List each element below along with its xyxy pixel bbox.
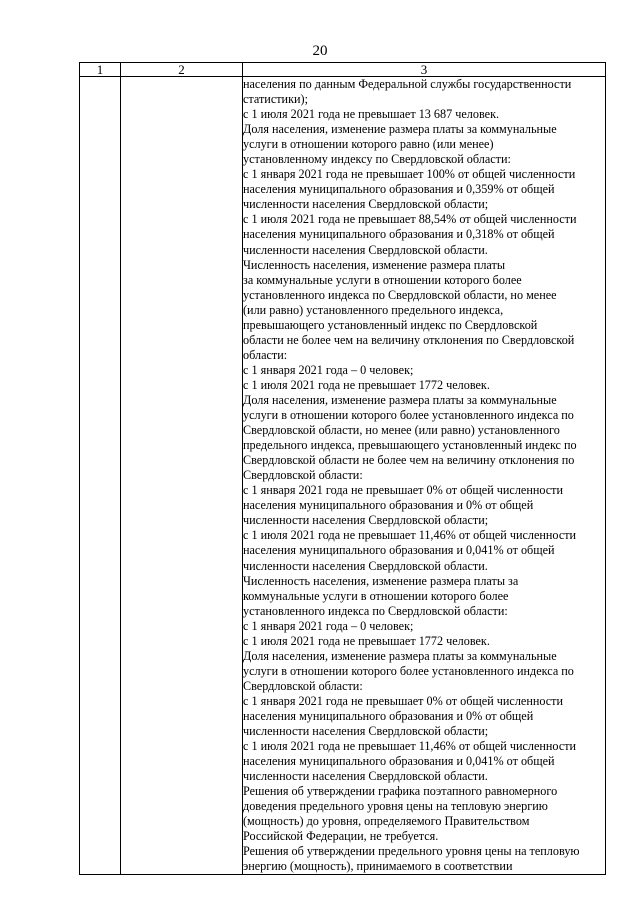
text-line: с 1 июля 2021 года не превышает 1772 человек. — [243, 633, 490, 648]
text-line: населения муниципального образования и 0,318% от общей — [243, 227, 555, 242]
text-line: с 1 июля 2021 года не превышает 11,46% от общей численности — [243, 528, 577, 543]
table-cell-col3 — [243, 77, 606, 875]
text-line: Доля населения, изменение размера платы за коммунальные — [243, 122, 557, 137]
text-line: населения муниципального образования и 0,359% от общей — [243, 182, 555, 197]
cell-text — [243, 77, 605, 874]
text-line: области: — [243, 347, 288, 362]
text-line: с 1 июля 2021 года не превышает 1772 человек. — [243, 377, 490, 392]
text-line: с 1 января 2021 года не превышает 0% от общей численности — [243, 483, 564, 498]
page-number: 20 — [312, 43, 328, 59]
text-line: Свердловской области: — [243, 468, 363, 483]
text-line: с 1 июля 2021 года не превышает 11,46% от общей численности — [243, 739, 577, 754]
text-line: с 1 июля 2021 года не превышает 88,54% от общей численности — [243, 212, 577, 227]
text-line: установленному индексу по Свердловской области: — [243, 152, 511, 167]
text-line: статистики); — [243, 92, 308, 107]
text-line: с 1 июля 2021 года не превышает 13 687 человек. — [243, 107, 500, 122]
text-line: Численность населения, изменение размера платы за — [243, 573, 519, 588]
text-line: за коммунальные услуги в отношении которого более — [243, 272, 522, 287]
text-line: численности населения Свердловской области; — [243, 513, 489, 528]
text-line: населения муниципального образования и 0% от общей — [243, 708, 534, 723]
text-line: численности населения Свердловской области; — [243, 197, 489, 212]
text-line: Российской Федерации, не требуется. — [243, 829, 439, 844]
text-line: численности населения Свердловской области. — [243, 242, 488, 257]
text-line: населения муниципального образования и 0% от общей — [243, 498, 534, 513]
text-line: населения муниципального образования и 0,041% от общей — [243, 543, 555, 558]
text-line: услуги в отношении которого равно (или менее) — [243, 137, 494, 152]
text-line: услуги в отношении которого более установленного индекса по — [243, 663, 574, 678]
text-line: с 1 января 2021 года – 0 человек; — [243, 362, 414, 377]
text-line: доведения предельного уровня цены на тепловую энергию — [243, 799, 548, 814]
text-line: области не более чем на величину отклонения по Свердловской — [243, 332, 575, 347]
table-cell-col1 — [80, 77, 121, 875]
text-line: установленного индекса по Свердловской области: — [243, 603, 508, 618]
text-line: услуги в отношении которого более установленного индекса по — [243, 408, 574, 423]
text-line: Решения об утверждении графика поэтапного равномерного — [243, 784, 558, 799]
text-line: Численность населения, изменение размера платы — [243, 257, 506, 272]
text-line: Решения об утверждении предельного уровня цены на тепловую — [243, 844, 580, 859]
text-line: с 1 января 2021 года не превышает 100% от общей численности — [243, 167, 576, 182]
text-line: с 1 января 2021 года не превышает 0% от общей численности — [243, 693, 564, 708]
text-line: (мощность) до уровня, определяемого Правительством — [243, 814, 530, 829]
text-line: установленного индекса по Свердловской области, но менее — [243, 287, 557, 302]
text-line: Свердловской области не более чем на величину отклонения по — [243, 453, 575, 468]
text-line: с 1 января 2021 года – 0 человек; — [243, 618, 414, 633]
table-header-row — [80, 63, 606, 77]
column-header-3: 3 — [243, 63, 606, 77]
text-line: (или равно) установленного предельного индекса, — [243, 302, 504, 317]
text-line: населения муниципального образования и 0,041% от общей — [243, 754, 555, 769]
table-row — [80, 77, 606, 875]
table-cell-col2 — [121, 77, 243, 875]
text-line: превышающего установленный индекс по Свердловской — [243, 317, 538, 332]
text-line: Доля населения, изменение размера платы за коммунальные — [243, 392, 557, 407]
text-line: предельного индекса, превышающего установленный индекс по — [243, 438, 577, 453]
text-line: Свердловской области, но менее (или равно) установленного — [243, 423, 560, 438]
text-line: численности населения Свердловской области. — [243, 558, 488, 573]
text-line: энергию (мощность), принимаемого в соответствии — [243, 859, 513, 874]
document-table — [79, 62, 606, 875]
text-line: Доля населения, изменение размера платы за коммунальные — [243, 648, 557, 663]
column-header-2: 2 — [121, 63, 243, 77]
column-header-1: 1 — [80, 63, 121, 77]
text-line: коммунальные услуги в отношении которого более — [243, 588, 509, 603]
text-line: населения по данным Федеральной службы государственности — [243, 77, 572, 91]
text-line: численности населения Свердловской области; — [243, 724, 489, 739]
text-line: численности населения Свердловской области. — [243, 769, 488, 784]
text-line: Свердловской области: — [243, 678, 363, 693]
